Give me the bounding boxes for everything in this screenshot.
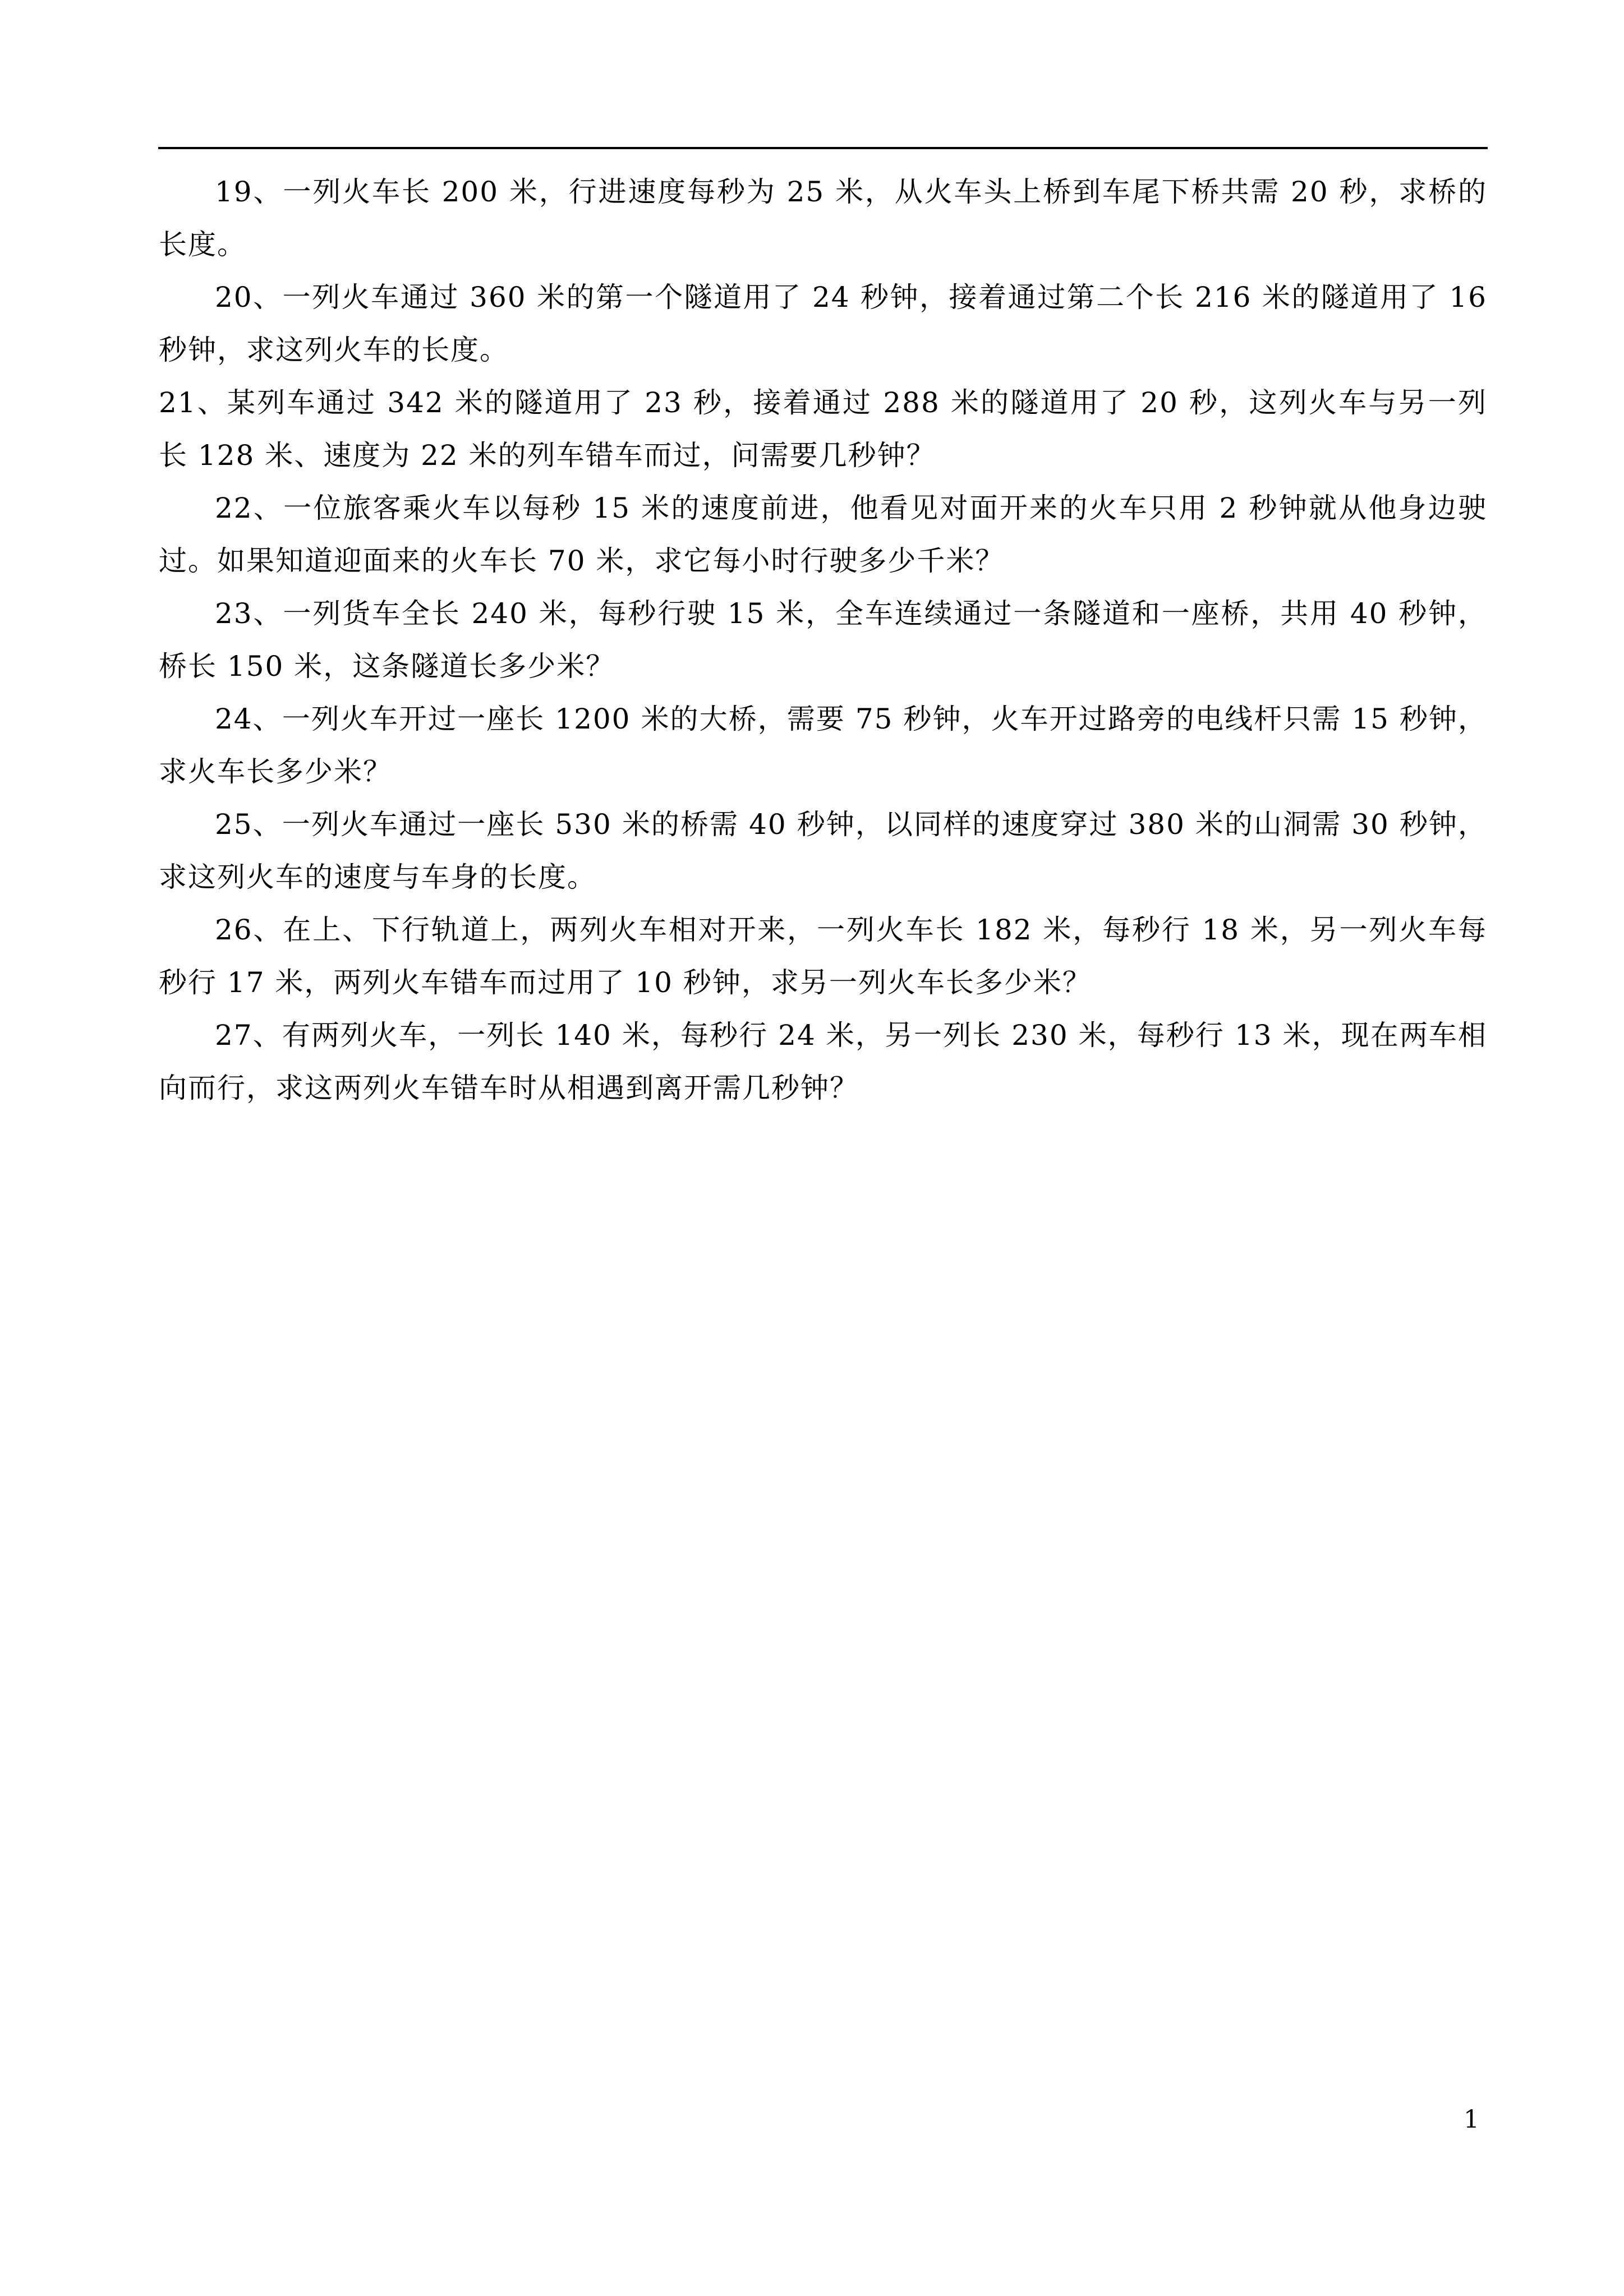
problem-19: 19、一列火车长 200 米，行进速度每秒为 25 米，从火车头上桥到车尾下桥共需 20 秒，求桥的长度。 — [159, 176, 1487, 261]
header-rule — [158, 147, 1488, 149]
problem-list — [159, 165, 1487, 1114]
page-number: 1 — [1464, 2105, 1479, 2134]
problem-22: 22、一位旅客乘火车以每秒 15 米的速度前进，他看见对面开来的火车只用 2 秒钟就从他身边驶过。如果知道迎面来的火车长 70 米，求它每小时行驶多少千米？ — [159, 492, 1487, 577]
problem-21: 21、某列车通过 342 米的隧道用了 23 秒，接着通过 288 米的隧道用了 20 秒，这列火车与另一列长 128 米、速度为 22 米的列车错车而过，问需要几秒钟？ — [159, 386, 1487, 472]
problem-26: 26、在上、下行轨道上，两列火车相对开来，一列火车长 182 米，每秒行 18 米，另一列火车每秒行 17 米，两列火车错车而过用了 10 秒钟，求另一列火车长多少米？ — [159, 914, 1487, 999]
problem-23: 23、一列货车全长 240 米，每秒行驶 15 米，全车连续通过一条隧道和一座桥，共用 40 秒钟，桥长 150 米，这条隧道长多少米？ — [159, 597, 1487, 683]
problem-27: 27、有两列火车，一列长 140 米，每秒行 24 米，另一列长 230 米，每秒行 13 米，现在两车相向而行，求这两列火车错车时从相遇到离开需几秒钟？ — [159, 1019, 1487, 1104]
problem-20: 20、一列火车通过 360 米的第一个隧道用了 24 秒钟，接着通过第二个长 216 米的隧道用了 16 秒钟，求这列火车的长度。 — [159, 281, 1487, 366]
problem-24: 24、一列火车开过一座长 1200 米的大桥，需要 75 秒钟，火车开过路旁的电线杆只需 15 秒钟，求火车长多少米？ — [159, 703, 1487, 788]
problem-25: 25、一列火车通过一座长 530 米的桥需 40 秒钟，以同样的速度穿过 380 米的山洞需 30 秒钟，求这列火车的速度与车身的长度。 — [159, 808, 1487, 893]
